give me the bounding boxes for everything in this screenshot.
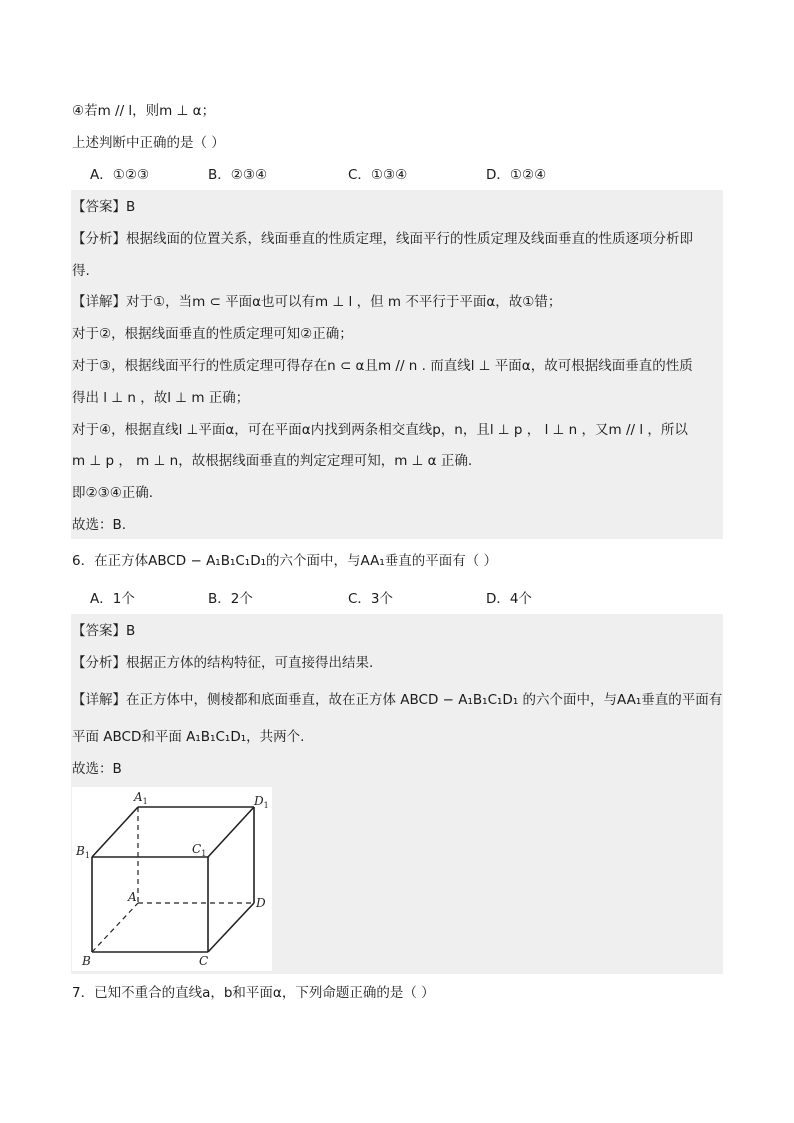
cube-diagram (72, 787, 272, 971)
question-prompt: 上述判断中正确的是（ ） (72, 135, 225, 151)
label-b1: $B_1$ (76, 844, 90, 860)
q6-option-b: B．2个 (208, 591, 253, 607)
label-d1: $D_1$ (254, 794, 269, 810)
q7-stem: 7．已知不重合的直线a，b和平面α，下列命题正确的是（ ） (72, 985, 435, 1001)
edge-c1d1 (208, 807, 254, 857)
q6-analysis: 【分析】根据正方体的结构特征，可直接得出结果. (72, 655, 374, 671)
q5-detail-line7: 即②③④正确. (72, 485, 154, 501)
q5-option-d: D．①②④ (486, 167, 547, 183)
q5-detail-line3: 对于③，根据线面平行的性质定理可得存在n ⊂ α且m // n . 而直线l ⊥ 平面α，故可根据线面垂直的性质 (72, 358, 693, 374)
q5-detail-line8: 故选：B. (72, 517, 127, 533)
q5-answer: 【答案】B (72, 199, 136, 215)
q6-option-c: C．3个 (348, 591, 394, 607)
q6-choose: 故选：B (72, 761, 122, 777)
q6-detail-line1: 【详解】在正方体中，侧棱都和底面垂直，故在正方体 ABCD − A₁B₁C₁D₁ 的六个面中，与AA₁垂直的平面有 (72, 692, 723, 708)
label-a: A (128, 890, 137, 904)
q5-detail-line6: m ⊥ p ， m ⊥ n，故根据线面垂直的判定定理可知，m ⊥ α 正确. (72, 453, 473, 469)
label-c1: $C_1$ (192, 842, 207, 858)
edge-cd (208, 903, 254, 952)
label-a1: $A_1$ (134, 790, 148, 806)
edge-ba-hidden (92, 903, 138, 952)
q6-option-d: D．4个 (486, 591, 532, 607)
q5-detail-line5: 对于④，根据直线l ⊥平面α，可在平面α内找到两条相交直线p，n，且l ⊥ p ， l ⊥ n ，又m // l ，所以 (72, 422, 688, 438)
q5-analysis-line2: 得. (72, 263, 90, 279)
statement-4: ④若m // l，则m ⊥ α； (72, 103, 216, 119)
cube-figure (72, 787, 272, 971)
q6-answer: 【答案】B (72, 623, 136, 639)
q5-option-c: C．①③④ (348, 167, 408, 183)
label-c: C (199, 954, 209, 968)
q5-detail-line2: 对于②，根据线面垂直的性质定理可知②正确； (72, 326, 353, 342)
q5-detail-line4: 得出 l ⊥ n ，故l ⊥ m 正确； (72, 390, 250, 406)
q6-option-a: A．1个 (90, 591, 135, 607)
label-d: D (256, 896, 266, 910)
label-b: B (82, 954, 91, 968)
q5-detail-line1: 【详解】对于①，当m ⊂ 平面α也可以有m ⊥ l ，但 m 不平行于平面α，故①错； (72, 294, 562, 310)
q6-stem: 6．在正方体ABCD − A₁B₁C₁D₁的六个面中，与AA₁垂直的平面有（ ） (72, 553, 498, 569)
edge-b1a1 (92, 807, 138, 857)
q6-detail-line2: 平面 ABCD和平面 A₁B₁C₁D₁，共两个. (72, 729, 305, 745)
q5-option-a: A．①②③ (90, 167, 150, 183)
q5-analysis-line1: 【分析】根据线面的位置关系，线面垂直的性质定理，线面平行的性质定理及线面垂直的性质逐项分析即 (72, 231, 693, 247)
q5-option-b: B．②③④ (208, 167, 268, 183)
